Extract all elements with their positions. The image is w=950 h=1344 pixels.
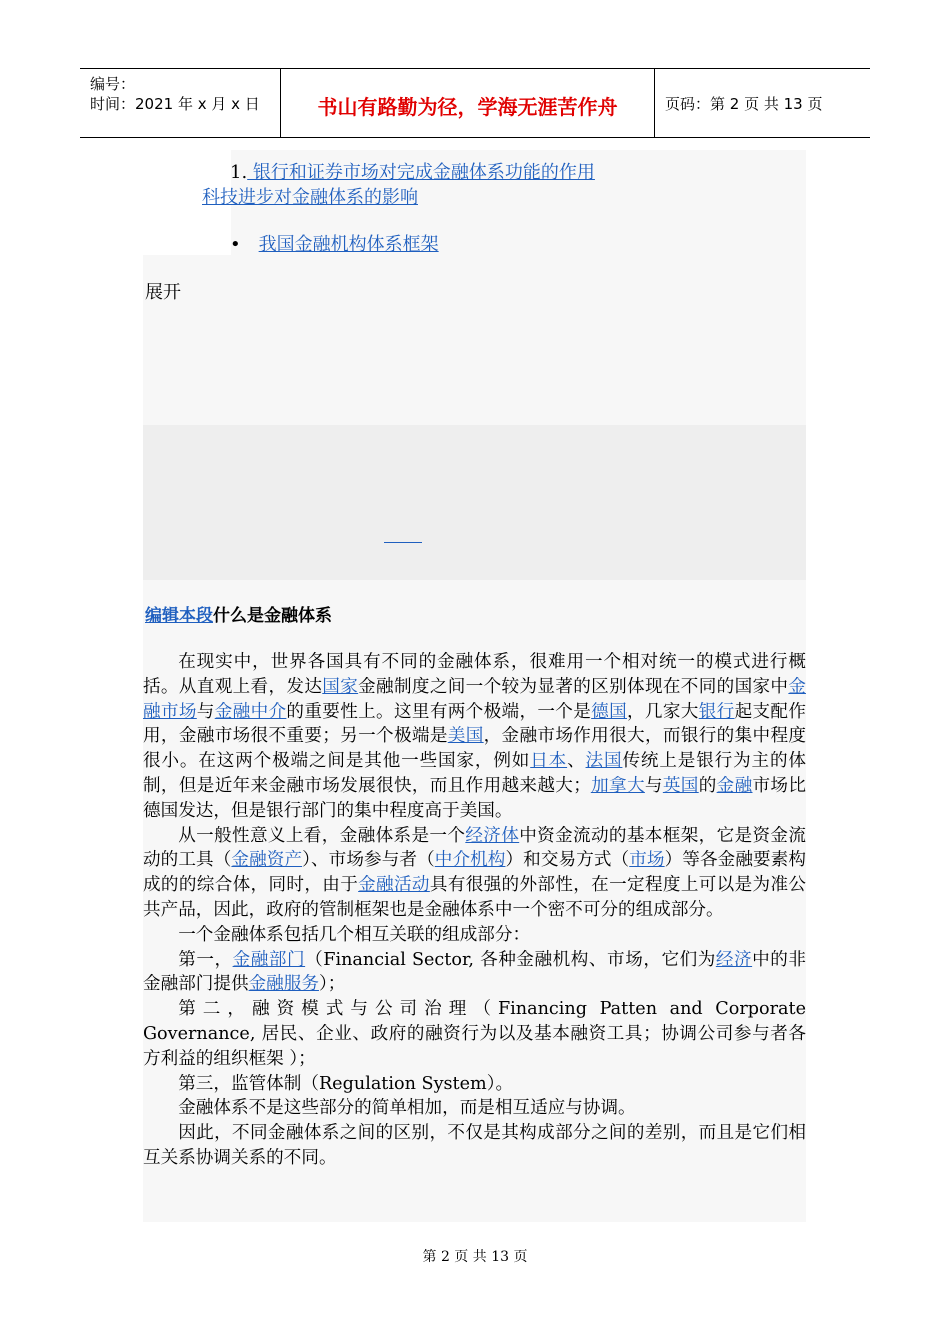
inline-link[interactable]: 日本 — [530, 751, 568, 772]
inline-link[interactable]: 金融市场 — [143, 676, 806, 722]
inline-link[interactable]: 法国 — [585, 751, 623, 772]
edit-section-link[interactable]: 编辑本段 — [145, 606, 213, 626]
paragraph-7 — [143, 1096, 806, 1121]
inline-link[interactable]: 经济 — [715, 949, 753, 970]
paragraph-text: ）和交易方式（ — [505, 850, 630, 871]
expand-toggle[interactable]: 展开 — [145, 282, 181, 303]
number-label: 编号： — [90, 75, 136, 93]
inline-link[interactable]: 经济体 — [465, 825, 520, 846]
paragraph-text: 金融制度之间一个较为显著的区别体现在不同的国家中 — [358, 676, 789, 697]
inline-link[interactable]: 金融部门 — [232, 949, 306, 970]
page-header — [80, 68, 870, 138]
header-page-cell — [655, 69, 870, 137]
inline-link[interactable]: 金融中介 — [214, 701, 287, 722]
page-code: 页码：第 2 页 共 13 页 — [665, 95, 823, 113]
paragraph-text: 中资金流动的基本框架，它是资金流动的工具（ — [143, 825, 806, 871]
inline-link[interactable]: 金融服务 — [248, 974, 319, 995]
paragraph-4 — [143, 948, 806, 998]
collapsed-section-band — [143, 425, 806, 580]
paragraph-text: 与 — [196, 701, 215, 722]
paragraph-text: 因此，不同金融体系之间的区别，不仅是其构成部分之间的差别，而且是它们相互关系协调关系的不同。 — [143, 1123, 806, 1168]
paragraph-text: （Financial Sector, 各种金融机构、市场，它们为 — [305, 949, 716, 970]
paragraph-text: 的重要性上。这里有两个极端，一个是 — [286, 701, 592, 722]
toc-item-2[interactable] — [202, 185, 418, 210]
paragraph-text: 的 — [698, 775, 717, 796]
header-meta-cell — [80, 69, 280, 137]
section-title: 什么是金融体系 — [213, 606, 332, 626]
page-footer: 第 2 页 共 13 页 — [422, 1249, 528, 1265]
inline-link[interactable]: 德国 — [591, 701, 627, 722]
paragraph-text: 从一般性意义上看，金融体系是一个 — [178, 825, 466, 846]
inline-link[interactable]: 金融 — [716, 775, 753, 796]
toc-item-2-link[interactable]: 科技进步对金融体系的影响 — [202, 187, 418, 208]
paragraph-text: ，金融市场作用很大，而银行的集中程度很小。在这两个极端之间是其他一些国家，例如 — [143, 726, 806, 772]
article-body — [143, 650, 806, 1171]
paragraph-2 — [143, 824, 806, 923]
inline-link[interactable]: 国家 — [322, 676, 359, 697]
time-label: 时间：2021 年 x 月 x 日 — [90, 95, 260, 113]
paragraph-6 — [143, 1072, 806, 1097]
section-heading — [145, 604, 332, 629]
paragraph-text: ）； — [318, 974, 346, 995]
paragraph-text: 具有很强的外部性，在一定程度上可以是为准公共产品，因此，政府的管制框架也是金融体系中一个密不可分的组成部分。 — [143, 875, 806, 920]
inline-link[interactable]: 金融活动 — [358, 875, 430, 896]
inline-link[interactable]: 加拿大 — [590, 775, 645, 796]
toc-item-1[interactable] — [230, 160, 595, 185]
toc-item-1-number: 1. — [230, 162, 248, 183]
paragraph-text: 传统上是银行为主的体制，但是近年来金融市场发展很快，而且作用越来越大； — [143, 751, 806, 796]
paragraph-text: 起支配作用，金融市场很不重要；另一个极端是 — [143, 701, 806, 747]
paragraph-1 — [143, 650, 806, 824]
toc-item-3-link[interactable]: 我国金融机构体系框架 — [258, 234, 439, 255]
paragraph-text: 金融体系不是这些部分的简单相加，而是相互适应与协调。 — [178, 1098, 636, 1119]
bullet-icon: • — [230, 234, 241, 255]
collapsed-link-line[interactable] — [384, 542, 422, 543]
inline-link[interactable]: 金融资产 — [231, 850, 303, 871]
paragraph-text: 第一， — [178, 949, 233, 970]
paragraph-text: 中的非金融部门提供 — [143, 949, 806, 995]
inline-link[interactable]: 中介机构 — [434, 850, 506, 871]
paragraph-8 — [143, 1121, 806, 1171]
paragraph-text: 与 — [644, 775, 663, 796]
paragraph-text: ）等各金融要素构成的的综合体，同时，由于 — [143, 850, 806, 896]
paragraph-text: 第二，融资模式与公司治理（Financing Patten and Corporate Governance, 居民、企业、政府的融资行为以及基本融资工具；协调公司参与者各方利益的组织框架 ）； — [143, 999, 806, 1069]
inline-link[interactable]: 英国 — [662, 775, 699, 796]
header-motto-cell — [280, 69, 655, 137]
paragraph-text: 在现实中，世界各国具有不同的金融体系，很难用一个相对统一的模式进行概括。从直观上看，发达 — [143, 652, 806, 697]
paragraph-5 — [143, 997, 806, 1071]
inline-link[interactable]: 市场 — [629, 850, 665, 871]
paragraph-text: 市场比德国发达，但是银行部门的集中程度高于美国。 — [143, 775, 806, 821]
motto-text: 书山有路勤为径，学海无涯苦作舟 — [317, 95, 618, 119]
paragraph-text: ）、市场参与者（ — [302, 850, 435, 871]
paragraph-text: 第三，监管体制（Regulation System）。 — [178, 1073, 514, 1094]
toc-item-1-link[interactable]: 银行和证券市场对完成金融体系功能的作用 — [247, 162, 595, 183]
paragraph-text: 、 — [567, 751, 586, 772]
paragraph-3 — [143, 923, 806, 948]
paragraph-text: ，几家大 — [627, 701, 699, 722]
inline-link[interactable]: 美国 — [447, 726, 484, 747]
paragraph-text: 一个金融体系包括几个相互关联的组成部分： — [178, 924, 531, 945]
inline-link[interactable]: 银行 — [698, 701, 735, 722]
toc-item-3[interactable] — [230, 232, 439, 257]
